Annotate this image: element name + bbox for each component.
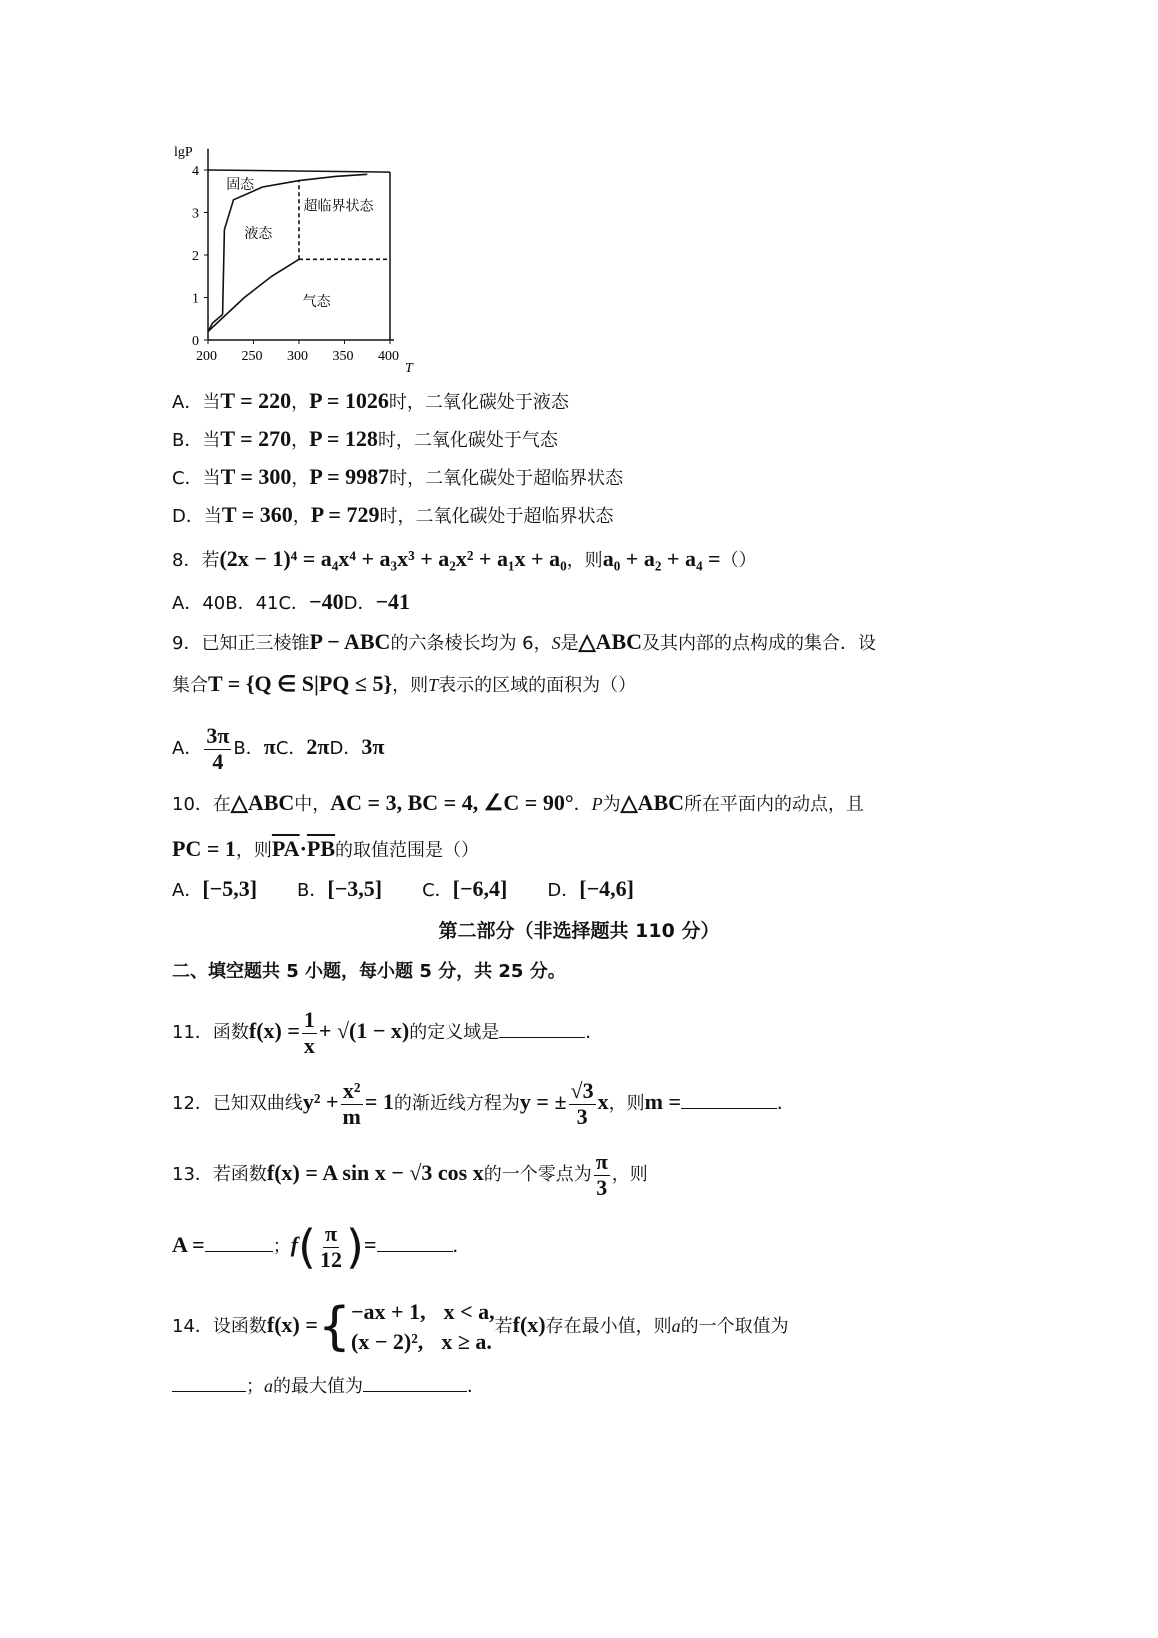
region-label: 超临界状态 [303,198,374,215]
q9-a-fraction [204,724,231,773]
q9-t: T [428,675,439,695]
q7b-t: T = 270 [220,426,292,451]
q8-prefix: 8．若 [172,550,220,571]
q7-option-b [172,425,558,455]
q13-end: ，则 [611,1164,648,1185]
q13-stem [172,1146,648,1202]
q13-right-paren-icon: ) [346,1220,364,1274]
q14-mid1: 若 [494,1316,513,1337]
part2-title: 第二部分（非选择题共 110 分） [438,920,720,942]
q13-num: π [595,1149,608,1175]
q11-end: 的定义域是 [409,1022,500,1043]
q10-triangle-2: △ABC [620,790,685,815]
q9-mid2: 是 [560,633,579,654]
q9-mid: 的六条棱长均为 6， [390,633,552,654]
q9-end: 及其内部的点构成的集合．设 [642,633,877,654]
q9-c-label: C． [275,738,307,759]
q12-stem [172,1074,795,1132]
frame-top [208,170,390,172]
q8-opts-text: A．40B．41C． [172,593,310,614]
q8-mid: ，则 [566,550,603,571]
q12-ask: m = [644,1089,681,1114]
q10-l2-end: 的取值范围是（） [335,840,480,861]
x-tick-label: 400 [378,349,399,364]
q9-stem-line2 [172,670,636,700]
q12-sqrt-fraction [569,1079,596,1128]
q12-dot: ． [777,1093,795,1114]
q9-a-num: 3π [206,723,230,749]
q7c-sep: ， [291,468,310,489]
q14-case2-expr: (x − 2)², [351,1329,424,1354]
q14-answers [172,1372,485,1401]
q14-stem [172,1294,789,1358]
q9-d-val: 3π [361,734,385,759]
y-tick-label: 2 [192,249,199,264]
q10-pc: PC = 1 [172,836,236,861]
q12-mid2: ，则 [608,1093,645,1114]
q8-paren: （） [720,550,757,571]
q14-sep: ； [246,1376,264,1397]
q7-option-a [172,387,569,417]
q14-case1-expr: −ax + 1, [351,1299,426,1324]
q13-sep: ； [272,1236,291,1257]
q12-rhs: = 1 [364,1089,394,1114]
series-curve [208,315,223,332]
q10-vec-pa: $\overline{PA}$ [271,836,300,861]
q7c-t: T = 300 [220,464,292,489]
region-label: 气态 [302,294,331,310]
q9-a-den: 4 [212,748,224,774]
q14-case1-cond: x < a, [443,1299,495,1324]
q13-a-answer-blank[interactable] [205,1233,273,1252]
x-tick-label: 350 [332,349,354,364]
q10-triangle: △ABC [230,790,295,815]
q9-options [172,722,384,774]
q10-c: [−6,4] [452,876,508,901]
q14-value-answer-blank[interactable] [172,1373,246,1392]
q13-eq: = [363,1232,377,1257]
q9-c-val: 2π [306,734,330,759]
q10-p: P [591,794,603,814]
q11-den: x [303,1032,315,1058]
q7b-p: P = 128 [309,426,378,451]
x-tick-label: 200 [196,349,217,364]
q8-opt-d-label: D． [343,593,376,614]
x-axis-label: T [405,361,413,376]
q13-l2-den: 12 [320,1246,342,1272]
q14-l2-dot: ． [467,1376,485,1397]
q12-asym-l: y = ± [519,1089,567,1114]
q10-mid2: ． [573,794,592,815]
q12-prefix: 12．已知双曲线 [172,1093,303,1114]
q14-mid2: 存在最小值，则 [545,1316,672,1337]
q14-case-2 [351,1327,495,1357]
q7c-p: P = 9987 [309,464,390,489]
q11-fraction [302,1008,317,1057]
q14-cases [351,1297,495,1357]
q10-a-label: A． [172,880,203,901]
x-tick-label: 300 [287,349,308,364]
q12-sden: 3 [576,1103,588,1129]
q10-conditions: AC = 3, BC = 4, ∠C = 90° [330,790,574,815]
q11-answer-blank[interactable] [499,1019,585,1038]
q11-stem [172,1004,603,1060]
q14-fx: f(x) [512,1312,546,1337]
q11-prefix: 11．函数 [172,1022,249,1043]
phase-diagram-svg [174,140,420,380]
y-axis-label: lgP [174,145,193,160]
q13-f: f [290,1232,299,1257]
q10-dot: · [299,836,307,861]
q8-formula: (2x − 1)⁴ = a₄x⁴ + a₃x³ + a₂x² + a₁x + a₀ [219,546,567,571]
q10-b-label: B． [297,880,328,901]
q14-brace-icon: { [317,1297,352,1357]
q11-num: 1 [303,1007,315,1033]
q14-case-1 [351,1297,495,1327]
q7d-label: D．当 [172,506,222,527]
q14-l2-end: 的最大值为 [273,1376,363,1397]
region-label: 液态 [244,226,273,242]
q10-end: 所在平面内的动点，且 [684,794,865,815]
q10-a: [−5,3] [202,876,258,901]
q10-stem-line1 [172,789,864,819]
q7d-text: 时，二氧化碳处于超临界状态 [379,506,614,527]
q10-d: [−4,6] [579,876,634,901]
q14-a: a [671,1316,681,1336]
y-tick-label: 3 [192,206,199,222]
q9-stem-line1 [172,628,876,658]
q13-formula: f(x) = A sin x − √3 cos x [266,1160,484,1185]
series-curve [223,174,368,314]
q13-left-paren-icon: ( [298,1220,316,1274]
region-label: 固态 [226,177,255,194]
q7b-text: 时，二氧化碳处于气态 [377,430,558,451]
q13-mid: 的一个零点为 [483,1164,592,1185]
q14-case2-cond: x ≥ a. [441,1329,492,1354]
series-curve [208,259,299,331]
q9-triangle: △ABC [578,629,643,654]
q13-f-answer-blank[interactable] [377,1233,453,1252]
q7b-sep: ， [291,430,310,451]
q9-l2-end: 表示的区域的面积为（） [438,675,637,696]
q9-a-label: A． [172,738,203,759]
y-tick-label: 0 [192,334,199,349]
q10-prefix: 10．在 [172,794,231,815]
q9-pyramid: P − ABC [309,629,391,654]
q12-snum: √3 [570,1078,594,1104]
q7a-p: P = 1026 [309,388,389,413]
q14-a-2: a [264,1376,273,1396]
q9-set: T = {Q ∈ S|PQ ≤ 5} [208,671,393,696]
q7-option-d [172,501,613,531]
q7a-sep: ， [291,392,310,413]
section2-title: 二、填空题共 5 小题，每小题 5 分，共 25 分。 [172,961,566,982]
q9-l2-mid: ，则 [392,675,429,696]
q11-lhs: f(x) = [248,1018,300,1043]
q9-b-val: π [263,734,276,759]
q10-mid3: 为 [602,794,621,815]
q8-opt-c: −40 [309,589,344,614]
x-tick-label: 250 [241,349,263,364]
q14-prefix: 14．设函数 [172,1316,267,1337]
q7d-p: P = 729 [310,502,380,527]
q12-asym-r: x [597,1089,609,1114]
q14-end: 的一个取值为 [680,1316,789,1337]
phase-diagram [174,140,420,385]
q10-mid: 中， [294,794,331,815]
q13-answers [172,1214,471,1278]
q13-prefix: 13．若函数 [172,1164,267,1185]
q14-max-answer-blank[interactable] [363,1373,467,1392]
q11-dot: ． [585,1022,604,1043]
q7a-text: 时，二氧化碳处于液态 [388,392,569,413]
y-tick-label: 4 [192,164,199,179]
q12-fraction [341,1079,363,1128]
q10-vec-pb: $\overline{PB}$ [306,836,336,861]
q8-opt-d: −41 [375,589,411,614]
q8-stem [172,545,757,575]
q7c-text: 时，二氧化碳处于超临界状态 [389,468,624,489]
q7-option-c [172,463,623,493]
q7a-label: A．当 [172,392,221,413]
q7a-t: T = 220 [220,388,292,413]
q9-s: S [551,633,561,653]
q12-mid: 的渐近线方程为 [393,1093,520,1114]
q7d-t: T = 360 [221,502,293,527]
q11-rest: + √(1 − x) [318,1018,410,1043]
q12-lhs: y² + [302,1089,339,1114]
q8-ask: a₀ + a₂ + a₄ = [602,546,721,571]
q13-dot: ． [452,1236,471,1257]
q7d-sep: ， [292,506,311,527]
q10-l2-mid: ，则 [235,840,272,861]
q12-answer-blank[interactable] [681,1090,777,1109]
q7c-label: C．当 [172,468,221,489]
q12-num: x² [342,1078,361,1104]
q9-l2-prefix: 集合 [172,675,208,696]
q9-b-label: B． [233,738,264,759]
q12-den: m [342,1103,361,1129]
q10-c-label: C． [422,880,453,901]
q9-prefix: 9．已知正三棱锥 [172,633,310,654]
q8-options [172,588,410,618]
q7b-label: B．当 [172,430,221,451]
q13-l2-fraction [318,1222,344,1271]
q10-b: [−3,5] [327,876,383,901]
q13-a: A = [172,1232,205,1257]
q13-l2-num: π [324,1221,338,1247]
region-labels [226,177,374,310]
q9-d-label: D． [329,738,362,759]
q14-lhs: f(x) = [266,1312,318,1337]
q10-d-label: D． [547,880,580,901]
q13-fraction [594,1150,610,1199]
y-tick-label: 1 [192,291,199,307]
q13-den: 3 [596,1174,608,1200]
q10-options [172,875,634,905]
q10-stem-line2 [172,835,479,865]
